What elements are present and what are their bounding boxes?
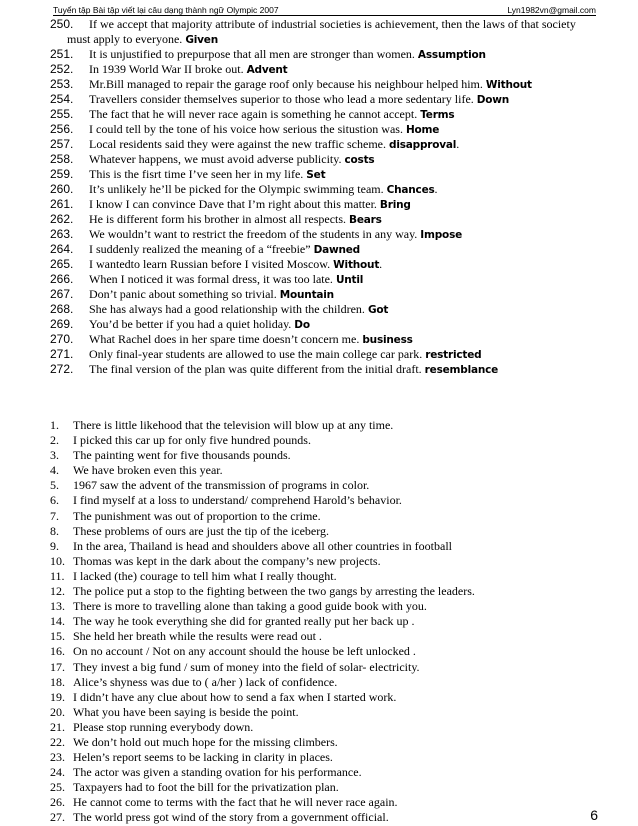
trailing-punctuation: . <box>456 137 460 151</box>
item-number: 255. <box>50 107 74 121</box>
keyword: disapproval <box>389 139 457 151</box>
item-number: 272. <box>50 362 74 376</box>
keyword: restricted <box>425 349 482 361</box>
item-text <box>89 227 462 243</box>
item-number: 259. <box>50 167 74 181</box>
item-text <box>89 332 413 348</box>
list-item <box>50 347 610 362</box>
keyword: Terms <box>420 109 455 121</box>
item-number: 16. <box>50 644 65 659</box>
header-title: Tuyển tập Bài tập viết lại câu dạng thành ngữ Olympic 2007 <box>53 5 279 15</box>
item-text: Please stop running everybody down. <box>73 719 254 734</box>
list-item <box>50 705 610 720</box>
item-number: 18. <box>50 674 65 689</box>
list-item <box>50 32 610 47</box>
item-text: They invest a big fund / sum of money into the field of solar- electricity. <box>73 659 420 674</box>
item-number: 265. <box>50 257 74 271</box>
list-item <box>50 599 610 614</box>
list-item <box>50 720 610 735</box>
item-text <box>67 32 218 48</box>
item-number: 22. <box>50 734 65 749</box>
item-text: What you have been saying is beside the point. <box>73 704 299 719</box>
sentence-text: Mr.Bill managed to repair the garage roof only because his neighbour helped him. <box>89 77 486 91</box>
item-text: I picked this car up for only five hundred pounds. <box>73 433 311 448</box>
list-item <box>50 614 610 629</box>
trailing-punctuation: . <box>434 182 438 196</box>
item-number: 254. <box>50 92 74 106</box>
header-email: Lyn1982vn@gmail.com <box>507 5 596 15</box>
item-text: On no account / Not on any account should the house be left unlocked . <box>73 644 416 659</box>
list-item <box>50 47 610 62</box>
item-text: I didn’t have any clue about how to send a fax when I started work. <box>73 689 397 704</box>
item-number: 24. <box>50 765 65 780</box>
item-text <box>89 107 454 123</box>
sentence-text: It is unjustified to prepurpose that all men are stronger than women. <box>89 47 418 61</box>
keyword: Mountain <box>279 289 334 301</box>
item-text: Taxpayers had to foot the bill for the privatization plan. <box>73 780 339 795</box>
item-number: 269. <box>50 317 74 331</box>
item-number: 21. <box>50 719 65 734</box>
item-text <box>89 302 388 318</box>
keyword: Set <box>306 169 326 181</box>
sentence-text: This is the fisrt time I’ve seen her in my life. <box>89 167 307 181</box>
sentence-text: Only final-year students are allowed to use the main college car park. <box>89 347 426 361</box>
list-item <box>50 167 610 182</box>
item-number: 1. <box>50 418 59 432</box>
list-item <box>50 287 610 302</box>
list-item <box>50 77 610 92</box>
list-item <box>50 92 610 107</box>
keyword: Chances <box>386 184 435 196</box>
item-number: 17. <box>50 659 65 674</box>
sentence-text: He is different form his brother in almost all respects. <box>89 212 350 226</box>
sentence-text: What Rachel does in her spare time doesn’t concern me. <box>89 332 363 346</box>
list-item <box>50 122 610 137</box>
list-item <box>50 780 610 795</box>
exercise-list-questions <box>50 17 610 377</box>
list-item <box>50 735 610 750</box>
item-text <box>89 167 325 183</box>
list-item <box>50 107 610 122</box>
item-text: The world press got wind of the story from a government official. <box>73 810 389 825</box>
item-text <box>89 257 382 273</box>
item-text: I find myself at a loss to understand/ comprehend Harold’s behavior. <box>73 493 402 508</box>
list-item <box>50 765 610 780</box>
list-item <box>50 644 610 659</box>
item-number: 15. <box>50 629 65 644</box>
item-text <box>89 212 382 228</box>
list-item <box>50 478 610 493</box>
item-text: In the area, Thailand is head and shoulders above all other countries in football <box>73 538 452 553</box>
item-text: Helen’s report seems to be lacking in clarity in places. <box>73 750 333 765</box>
list-item <box>50 463 610 478</box>
item-text <box>89 317 310 333</box>
keyword: Dawned <box>313 244 360 256</box>
item-text: Alice’s shyness was due to ( a/her ) lack of confidence. <box>73 674 338 689</box>
list-item <box>50 17 610 32</box>
item-text: The police put a stop to the fighting between the two gangs by arresting the leaders. <box>73 584 475 599</box>
item-number: 257. <box>50 137 74 151</box>
keyword: Bears <box>349 214 382 226</box>
list-item <box>50 750 610 765</box>
item-number: 2. <box>50 433 59 448</box>
exercise-list-answers <box>50 418 610 826</box>
item-text <box>89 152 374 168</box>
item-number: 271. <box>50 347 74 361</box>
list-item <box>50 539 610 554</box>
list-item <box>50 362 610 377</box>
item-number: 256. <box>50 122 74 136</box>
sentence-text: I suddenly realized the meaning of a “freebie” <box>89 242 314 256</box>
item-text <box>89 272 363 288</box>
item-number: 26. <box>50 795 65 810</box>
item-number: 252. <box>50 62 74 76</box>
item-text <box>89 122 439 138</box>
keyword: Without <box>485 79 532 91</box>
item-number: 267. <box>50 287 74 301</box>
sentence-text: I wantedto learn Russian before I visited Moscow. <box>89 257 334 271</box>
sentence-text: I know I can convince Dave that I’m right about this matter. <box>89 197 380 211</box>
list-item <box>50 584 610 599</box>
sentence-text: In 1939 World War II broke out. <box>89 62 247 76</box>
item-text: We have broken even this year. <box>73 463 223 478</box>
keyword: Got <box>367 304 389 316</box>
list-item <box>50 227 610 242</box>
item-number: 261. <box>50 197 74 211</box>
list-item <box>50 212 610 227</box>
keyword: Bring <box>379 199 411 211</box>
item-number: 20. <box>50 704 65 719</box>
list-item <box>50 332 610 347</box>
item-text: 1967 saw the advent of the transmission of programs in color. <box>73 478 370 493</box>
item-text <box>89 287 334 303</box>
trailing-punctuation: . <box>379 257 383 271</box>
keyword: Until <box>335 274 364 286</box>
item-number: 5. <box>50 478 59 493</box>
keyword: Impose <box>420 229 463 241</box>
item-text: The actor was given a standing ovation for his performance. <box>73 765 362 780</box>
item-number: 3. <box>50 448 59 463</box>
list-item <box>50 418 610 433</box>
item-text: I lacked (the) courage to tell him what I really thought. <box>73 568 337 583</box>
list-item <box>50 317 610 332</box>
item-number: 258. <box>50 152 74 166</box>
item-text: We don’t hold out much hope for the missing climbers. <box>73 734 338 749</box>
item-text <box>89 47 486 63</box>
item-number: 9. <box>50 538 59 553</box>
item-number: 13. <box>50 599 65 614</box>
item-text <box>89 182 438 198</box>
item-number: 266. <box>50 272 74 286</box>
list-item <box>50 660 610 675</box>
list-item <box>50 242 610 257</box>
page-header <box>53 4 596 16</box>
list-item <box>50 629 610 644</box>
item-text: The punishment was out of proportion to the crime. <box>73 508 321 523</box>
item-number: 8. <box>50 523 59 538</box>
item-number: 4. <box>50 463 59 478</box>
item-number: 10. <box>50 553 65 568</box>
item-number: 6. <box>50 493 59 508</box>
item-text: The painting went for five thousands pounds. <box>73 448 291 463</box>
keyword: costs <box>344 154 375 166</box>
item-number: 250. <box>50 17 74 31</box>
sentence-text: The final version of the plan was quite different from the initial draft. <box>89 362 425 376</box>
item-number: 262. <box>50 212 74 226</box>
item-number: 11. <box>50 568 65 583</box>
list-item <box>50 152 610 167</box>
list-item <box>50 675 610 690</box>
list-item <box>50 569 610 584</box>
item-text <box>89 362 498 378</box>
item-number: 260. <box>50 182 74 196</box>
keyword: Given <box>185 34 218 46</box>
sentence-text: I could tell by the tone of his voice how serious the situstion was. <box>89 122 406 136</box>
sentence-text: Whatever happens, we must avoid adverse publicity. <box>89 152 345 166</box>
list-item <box>50 690 610 705</box>
sentence-text: It’s unlikely he’ll be picked for the Olympic swimming team. <box>89 182 387 196</box>
list-item <box>50 62 610 77</box>
item-text <box>89 77 532 93</box>
item-number: 27. <box>50 810 65 825</box>
item-number: 268. <box>50 302 74 316</box>
sentence-text: Local residents said they were against the new traffic scheme. <box>89 137 389 151</box>
item-text: She held her breath while the results were read out . <box>73 629 322 644</box>
item-number: 19. <box>50 689 65 704</box>
sentence-text: She has always had a good relationship with the children. <box>89 302 368 316</box>
keyword: Assumption <box>417 49 486 61</box>
list-item <box>50 302 610 317</box>
list-item <box>50 257 610 272</box>
sentence-text: must apply to everyone. <box>67 32 186 46</box>
item-number: 7. <box>50 508 59 523</box>
item-text: There is more to travelling alone than taking a good guide book with you. <box>73 599 427 614</box>
keyword: Home <box>405 124 440 136</box>
sentence-text: The fact that he will never race again is something he cannot accept. <box>89 107 421 121</box>
sentence-text: We wouldn’t want to restrict the freedom of the students in any way. <box>89 227 421 241</box>
keyword: business <box>362 334 413 346</box>
keyword: Do <box>294 319 310 331</box>
list-item <box>50 448 610 463</box>
item-text <box>89 347 481 363</box>
item-number: 253. <box>50 77 74 91</box>
item-text <box>89 242 360 258</box>
list-item <box>50 137 610 152</box>
sentence-text: When I noticed it was formal dress, it was too late. <box>89 272 336 286</box>
item-text <box>89 62 288 78</box>
item-text <box>89 137 459 153</box>
list-item <box>50 810 610 825</box>
item-number: 23. <box>50 750 65 765</box>
item-number: 25. <box>50 780 65 795</box>
list-item <box>50 433 610 448</box>
keyword: Without <box>333 259 380 271</box>
sentence-text: If we accept that majority attribute of industrial societies is achievement, then the laws of that society <box>89 17 576 31</box>
item-number: 14. <box>50 614 65 629</box>
keyword: Advent <box>246 64 288 76</box>
item-text: He cannot come to terms with the fact that he will never race again. <box>73 795 398 810</box>
item-number: 263. <box>50 227 74 241</box>
sentence-text: You’d be better if you had a quiet holiday. <box>89 317 295 331</box>
item-number: 270. <box>50 332 74 346</box>
sentence-text: Travellers consider themselves superior to those who lead a more sedentary life. <box>89 92 477 106</box>
item-text <box>89 17 576 32</box>
sentence-text: Don’t panic about something so trivial. <box>89 287 280 301</box>
item-text: The way he took everything she did for granted really put her back up . <box>73 614 415 629</box>
item-number: 251. <box>50 47 74 61</box>
item-text: Thomas was kept in the dark about the company’s new projects. <box>73 553 381 568</box>
item-number: 264. <box>50 242 74 256</box>
item-text: These problems of ours are just the tip of the iceberg. <box>73 523 330 538</box>
item-text <box>89 197 411 213</box>
list-item <box>50 272 610 287</box>
list-item <box>50 554 610 569</box>
list-item <box>50 197 610 212</box>
keyword: Down <box>476 94 510 106</box>
list-item <box>50 795 610 810</box>
list-item <box>50 493 610 508</box>
item-text <box>89 92 509 108</box>
item-number: 12. <box>50 584 65 599</box>
item-text: There is little likehood that the television will blow up at any time. <box>73 418 394 432</box>
page-number: 6 <box>590 807 598 823</box>
keyword: resemblance <box>424 364 499 376</box>
list-item <box>50 524 610 539</box>
list-item <box>50 182 610 197</box>
list-item <box>50 509 610 524</box>
